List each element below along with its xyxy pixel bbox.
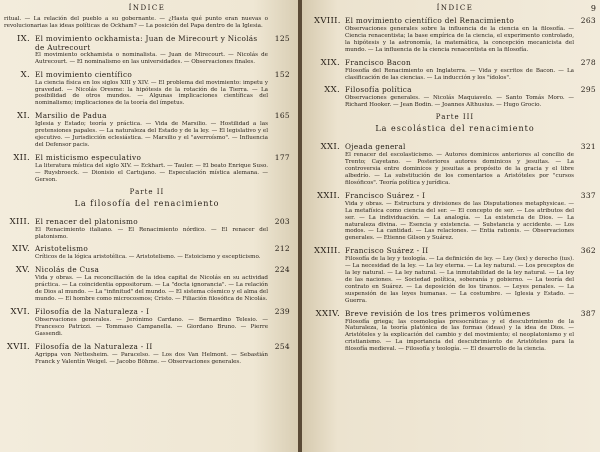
chapter-number: XVIII. (314, 16, 341, 26)
chapter-title: Francisco Suárez - I (345, 190, 426, 200)
part-title: La filosofía del renacimiento (74, 198, 220, 208)
toc-entry (314, 16, 596, 54)
chapter-title: Francisco Bacon (345, 57, 411, 67)
chapter-page: 224 (274, 265, 290, 275)
header-title: ÍNDICE (436, 4, 474, 12)
entry-list (314, 16, 596, 109)
part-heading (314, 113, 596, 134)
toc-entry (314, 142, 596, 187)
toc-entry (314, 246, 596, 304)
chapter-title: Filosofía de la Naturaleza - II (35, 341, 153, 351)
toc-entry (4, 153, 290, 184)
chapter-title: El renacer del platonismo (35, 216, 138, 226)
chapter-page: 125 (274, 33, 290, 43)
chapter-title: Breve revisión de los tres primeros volúmenes (345, 308, 531, 318)
chapter-page: 203 (274, 216, 290, 226)
toc-entry (4, 217, 290, 241)
chapter-number: XX. (324, 85, 340, 96)
entry-heading (4, 34, 290, 52)
chapter-page: 165 (274, 111, 290, 121)
entry-heading (4, 70, 290, 80)
chapter-number: XI. (16, 111, 30, 122)
entry-description: Iglesia y Estado; teoría y práctica. — Vida de Marsilio. — Hostilidad a las pretensiones papales. — La naturaleza del Estado y de la ley. — El legislativo y el ejecutivo. — Jurisdicción eclesiástica. — Marsilio y el "averroísmo". — Influencia del Defensor pacis. (35, 121, 268, 148)
entry-heading (4, 111, 290, 121)
toc-entry (314, 58, 596, 82)
part-title: La escolástica del renacimiento (375, 124, 535, 134)
toc-entry (314, 85, 596, 109)
entry-heading (4, 307, 290, 317)
entry-description: Filosofía de la ley y teología. — La definición de ley. — Ley (lex) y derecho (ius). — La necesidad de la ley. — La ley eterna. — La ley natural. — Los preceptos de la ley natural. — La ley natural. — La inmutabilidad de la ley natural. — La ley de las naciones. — Sociedad política, soberanía y gobierno. — La teoría del contrato en Suárez. — La deposición de los tiranos. — Leyes penales. — La suspensión de las leyes humanas. — La costumbre. — Iglesia y Estado. — Guerra. (345, 256, 574, 304)
entry-list (4, 34, 290, 184)
entry-list (314, 142, 596, 353)
entry-heading (314, 85, 596, 95)
entry-heading (314, 309, 596, 319)
entry-description: El renacer del escolasticismo. — Autores dominicos anteriores al concilio de Trento; Cayetano. — Posteriores autores dominicos y jesuitas. — La controversia entre dominicos y jesuitas a propósito de la gracia y el libre albedrío. — La substitución de los comentarios a Aristóteles por "cursos filosóficos". Teoría política y jurídica. (345, 152, 574, 186)
entry-description: Vida y obras. — La reconciliación de la idea capital de Nicolás en su actividad práctica. — La coincidentia oppositorum. — La "docta ignorancia". — La relación de Dios al mundo. — La "infinitud" del mundo. — El sistema cósmico y el alma del mundo. — El hombre como microcosmos; Cristo. — Filiación filosófica de Nicolás. (35, 275, 268, 303)
running-header (314, 4, 596, 14)
toc-entry (4, 111, 290, 149)
chapter-page: 177 (274, 152, 290, 162)
entry-heading (4, 217, 290, 227)
entry-heading (314, 191, 596, 201)
entry-description: Vida y obras. — Estructura y divisiones de las Disputationes metaphysicae. — La metafísica como ciencia del ser. — El concepto de ser. — Los atributos del ser. — La individuación. — La analogía. — La existencia de Dios. — La naturaleza divina. — Esencia y existencia. — Substancia y accidente. — Los modos. — La cantidad. — Las relaciones. — Entia rationis. — Observaciones generales. — Etienne Gilson y Suárez. (345, 200, 574, 242)
chapter-title: El misticismo especulativo (35, 152, 142, 162)
chapter-page: 362 (580, 246, 596, 256)
chapter-number: XVII. (6, 341, 30, 352)
entry-description: Observaciones generales sobre la influencia de la ciencia en la filosofía. — Ciencia renacentista; la base empírica de la ciencia, el experimento controlado, la hipótesis y la astronomía, la matemática, la concepción mecanicista del mundo. — La influencia de la ciencia renacentista en la filosofía. (345, 26, 574, 53)
entry-heading (4, 265, 290, 275)
chapter-page: 263 (580, 16, 596, 25)
chapter-page: 278 (580, 57, 596, 67)
chapter-number: XVI. (10, 306, 30, 317)
entry-heading (314, 58, 596, 68)
chapter-number: XV. (15, 265, 30, 276)
entry-description: ritual. — La relación del pueblo a su gobernante. — ¿Hasta qué punto eran nuevas o revolucionarias las ideas políticas de Ockham? — La posición del Papa dentro de la Iglesia. (4, 16, 268, 29)
chapter-number: XIV. (12, 244, 30, 255)
continued-entry (4, 16, 290, 30)
toc-entry (4, 265, 290, 303)
chapter-title: El movimiento ockhamista: Juan de Mirecourt y Nicolás de Autrecourt (35, 33, 258, 52)
chapter-number: X. (20, 69, 30, 80)
entry-list (4, 217, 290, 366)
page-number: 9 (590, 4, 596, 13)
toc-entry (4, 342, 290, 366)
chapter-title: Nicolás de Cusa (35, 265, 100, 275)
chapter-title: Filosofía de la Naturaleza - I (35, 306, 150, 316)
chapter-title: Francisco Suárez - II (345, 246, 429, 256)
chapter-page: 295 (580, 85, 596, 95)
chapter-number: IX. (16, 33, 30, 44)
entry-heading (4, 342, 290, 352)
chapter-page: 387 (580, 308, 596, 318)
entry-heading (4, 153, 290, 163)
entry-description: Filosofía del Renacimiento en Inglaterra. — Vida y escritos de Bacon. — La clasificación de las ciencias. — La inducción y los "ídolos". (345, 67, 574, 81)
part-heading (4, 188, 290, 209)
toc-entry (4, 244, 290, 261)
chapter-number: XXIV. (315, 308, 340, 319)
toc-entry (314, 309, 596, 354)
chapter-title: Aristotelismo (35, 244, 89, 254)
chapter-number: XIII. (9, 216, 30, 227)
chapter-title: Filosofía política (345, 85, 412, 95)
entry-heading (314, 16, 596, 26)
entry-heading (314, 142, 596, 152)
chapter-title: Ojeada general (345, 142, 406, 152)
entry-heading (4, 244, 290, 254)
chapter-number: XXII. (316, 190, 340, 201)
entry-heading (314, 246, 596, 256)
entry-description: La literatura mística del siglo XIV. — Eckhart. — Tauler. — El beato Enrique Suso. — Ruysbroeck. — Dionisio el Cartujano. — Especulación mística alemana. — Gerson. (35, 162, 268, 183)
chapter-page: 337 (580, 190, 596, 200)
toc-entry (4, 34, 290, 66)
entry-description: La ciencia física en los siglos XIII y XIV. — El problema del movimiento: impetu y gravedad. — Nicolás Oresme: la hipótesis de la rotación de la Tierra. — La posibilidad de otros mundos. — Algunas implicaciones científicas del nominalismo; implicaciones de la teoría del ímpetus. (35, 79, 268, 107)
entry-description: El movimiento ockhamista o nominalista. — Juan de Mirecourt. — Nicolás de Autrecourt. — El nominalismo en las universidades. — Observaciones finales. (35, 51, 268, 65)
chapter-number: XXIII. (314, 246, 341, 257)
chapter-page: 239 (274, 306, 290, 316)
toc-entry (4, 307, 290, 338)
left-page (0, 0, 298, 452)
chapter-page: 152 (274, 69, 290, 79)
chapter-number: XXI. (320, 142, 340, 153)
entry-description: Observaciones generales. — Nicolás Maquiavelo. — Santo Tomás Moro. — Richard Hooker. — Jean Bodin. — Joannes Althusius. — Hugo Grocio. (345, 95, 574, 109)
entry-description: Observaciones generales. — Jerónimo Cardano. — Bernardino Telesio. — Francesco Patrizzi. — Tommaso Campanella. — Giordano Bruno. — Pierre Gassendi. (35, 316, 268, 337)
chapter-page: 321 (580, 142, 596, 152)
part-label: Parte III (435, 113, 475, 122)
entry-description: Filosofía griega; las cosmologías presocráticas y el descubrimiento de la Naturaleza, la teoría platónica de las formas (ideas) y la idea de Dios. — Aristóteles y la explicación del cambio y del movimiento; el neoplatonismo y el cristianismo. — La importancia del descubrimiento de Aristóteles para la filosofía medieval. — Filosofía y teología. — El desarrollo de la ciencia. (345, 318, 574, 353)
chapter-title: Marsilio de Padua (35, 111, 107, 121)
toc-entry (314, 191, 596, 242)
chapter-number: XII. (13, 152, 30, 163)
toc-entry (4, 70, 290, 108)
right-page (302, 0, 600, 452)
chapter-number: XIX. (320, 57, 340, 68)
entry-description: Críticos de la lógica aristotélica. — Aristotelismo. — Estoicismo y escepticismo. (35, 254, 261, 261)
entry-description: El Renacimiento italiano. — El Renacimiento nórdico. — El renacer del platonismo. (35, 226, 268, 240)
running-header (4, 4, 290, 14)
header-title: ÍNDICE (128, 4, 166, 12)
part-label: Parte II (129, 187, 165, 196)
chapter-title: El movimiento científico (35, 69, 133, 79)
chapter-page: 254 (274, 341, 290, 351)
chapter-title: El movimiento científico del Renacimiento (345, 16, 515, 25)
chapter-page: 212 (274, 244, 290, 254)
entry-description: Agrippa von Nettesheim. — Paracelso. — Los dos Van Helmont. — Sebastián Franck y Valentín Weigel. — Jacobo Böhme. — Observaciones generales. (35, 351, 268, 365)
